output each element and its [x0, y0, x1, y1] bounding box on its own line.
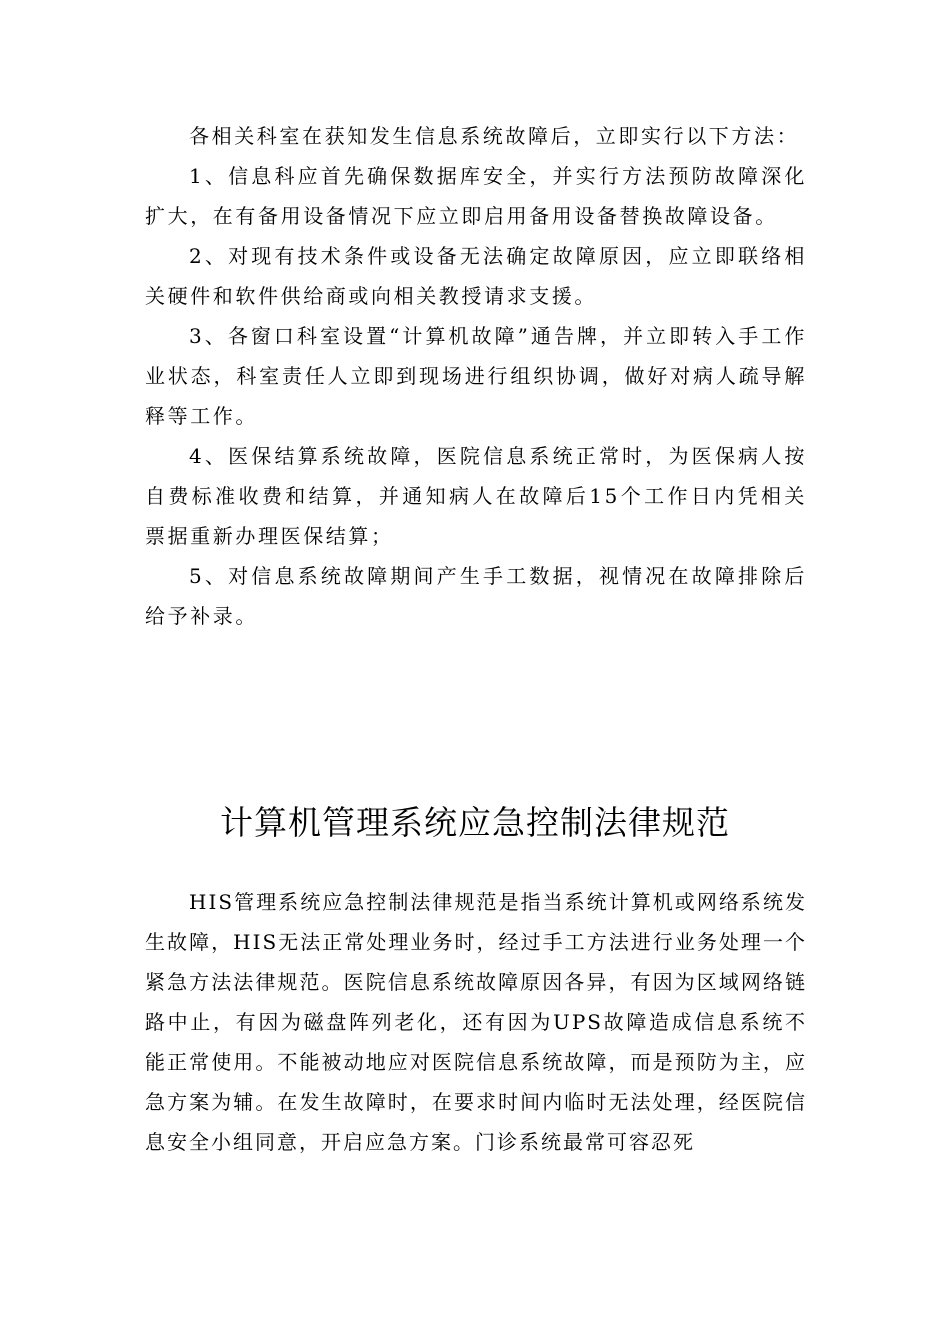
section-heading: 计算机管理系统应急控制法律规范: [220, 803, 730, 842]
measure-item-3: 3、各窗口科室设置“计算机故障”通告牌，并立即转入手工作业状态，科室责任人立即到现场进行组织协调，做好对病人疏导解释等工作。: [145, 324, 807, 428]
measure-item-5: 5、对信息系统故障期间产生手工数据，视情况在故障排除后给予补录。: [145, 564, 807, 628]
emergency-measures-section: [145, 116, 807, 636]
measure-item-2: 2、对现有技术条件或设备无法确定故障原因，应立即联络相关硬件和软件供给商或向相关教授请求支援。: [145, 244, 807, 308]
his-overview-section: [145, 882, 807, 1162]
his-overview-paragraph: HIS管理系统应急控制法律规范是指当系统计算机或网络系统发生故障，HIS无法正常处理业务时，经过手工方法进行业务处理一个紧急方法法律规范。医院信息系统故障原因各异，有因为区域网络链路中止，有因为磁盘阵列老化，还有因为UPS故障造成信息系统不能正常使用。不能被动地应对医院信息系统故障，而是预防为主，应急方案为辅。在发生故障时，在要求时间内临时无法处理，经医院信息安全小组同意，开启应急方案。门诊系统最常可容忍死: [145, 890, 807, 1154]
measures-intro: 各相关科室在获知发生信息系统故障后，立即实行以下方法：: [189, 124, 800, 148]
measure-item-4: 4、医保结算系统故障，医院信息系统正常时，为医保病人按自费标准收费和结算，并通知病人在故障后15个工作日内凭相关票据重新办理医保结算；: [145, 444, 807, 548]
measure-item-1: 1、信息科应首先确保数据库安全，并实行方法预防故障深化扩大，在有备用设备情况下应立即启用备用设备替换故障设备。: [145, 164, 807, 228]
